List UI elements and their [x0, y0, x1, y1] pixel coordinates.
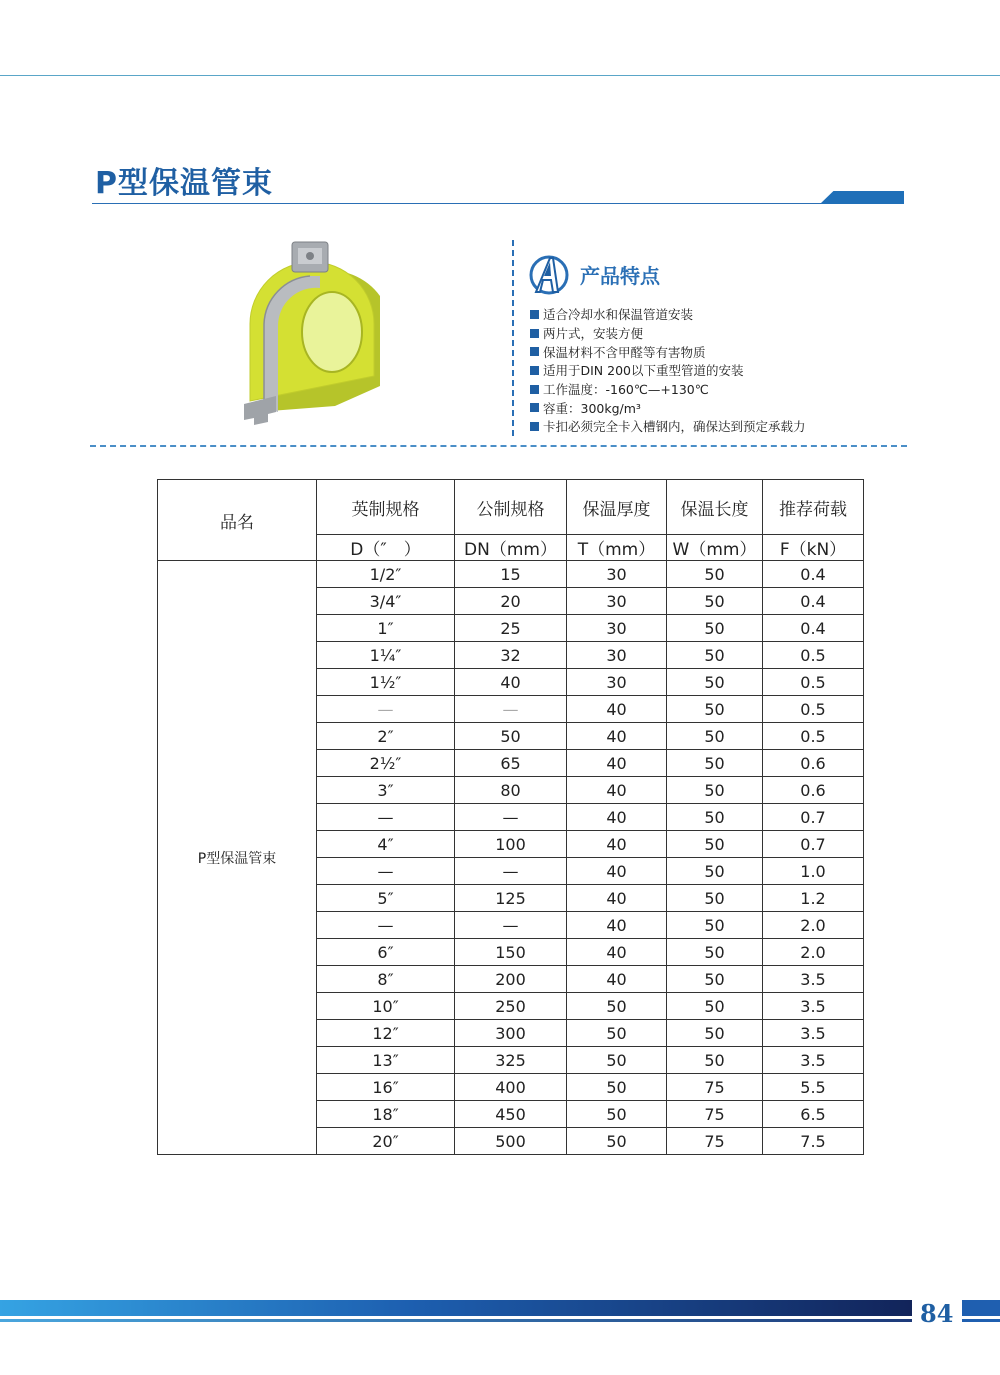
table-row — [158, 561, 864, 588]
cell-t: 40 — [567, 750, 667, 777]
cell-dn: 65 — [455, 750, 567, 777]
cell-w: 50 — [667, 939, 763, 966]
cell-w: 50 — [667, 615, 763, 642]
cell-w: 75 — [667, 1074, 763, 1101]
cell-d: 1¼″ — [317, 642, 455, 669]
cell-f: 0.5 — [763, 642, 864, 669]
spec-table-body — [158, 561, 864, 1155]
cell-dn: 325 — [455, 1047, 567, 1074]
cell-d: 1″ — [317, 615, 455, 642]
cell-d: 12″ — [317, 1020, 455, 1047]
cell-d: — — [317, 696, 455, 723]
unit-d: D（″ ） — [317, 535, 455, 561]
cell-w: 50 — [667, 858, 763, 885]
cell-f: 1.0 — [763, 858, 864, 885]
cell-t: 30 — [567, 669, 667, 696]
cell-dn: 300 — [455, 1020, 567, 1047]
cell-w: 50 — [667, 912, 763, 939]
cell-w: 50 — [667, 588, 763, 615]
cell-t: 40 — [567, 912, 667, 939]
cell-f: 5.5 — [763, 1074, 864, 1101]
product-name-cell: P型保温管束 — [158, 561, 317, 1155]
cell-t: 40 — [567, 804, 667, 831]
cell-d: 16″ — [317, 1074, 455, 1101]
cell-t: 40 — [567, 858, 667, 885]
cell-f: 0.5 — [763, 696, 864, 723]
cell-dn: 450 — [455, 1101, 567, 1128]
feature-item: 适用于DIN 200以下重型管道的安装 — [530, 361, 806, 380]
unit-t: T（mm） — [567, 535, 667, 561]
cell-t: 50 — [567, 1074, 667, 1101]
footer-bar-end-thin — [962, 1319, 1000, 1322]
feature-item: 适合冷却水和保温管道安装 — [530, 305, 806, 324]
top-rule — [0, 75, 1000, 76]
cell-w: 50 — [667, 966, 763, 993]
cell-d: — — [317, 912, 455, 939]
cell-d: 10″ — [317, 993, 455, 1020]
cell-dn: 500 — [455, 1128, 567, 1155]
cell-d: 5″ — [317, 885, 455, 912]
cell-dn: 250 — [455, 993, 567, 1020]
footer-bar-end — [962, 1300, 1000, 1316]
cell-d: 2″ — [317, 723, 455, 750]
feature-list — [530, 305, 806, 436]
cell-w: 50 — [667, 993, 763, 1020]
cell-dn: 50 — [455, 723, 567, 750]
cell-f: 0.4 — [763, 615, 864, 642]
unit-f: F（kN） — [763, 535, 864, 561]
cell-dn: — — [455, 804, 567, 831]
feature-item: 卡扣必须完全卡入槽钢内，确保达到预定承载力 — [530, 417, 806, 436]
cell-t: 30 — [567, 642, 667, 669]
feature-item: 容重：300kg/m³ — [530, 398, 806, 417]
cell-d: 4″ — [317, 831, 455, 858]
cell-f: 3.5 — [763, 993, 864, 1020]
cell-t: 30 — [567, 615, 667, 642]
cell-t: 50 — [567, 1020, 667, 1047]
features-title: 产品特点 — [580, 264, 660, 288]
unit-dn: DN（mm） — [455, 535, 567, 561]
cell-f: 1.2 — [763, 885, 864, 912]
cell-w: 50 — [667, 723, 763, 750]
header-metric: 公制规格 — [455, 480, 567, 535]
cell-d: 13″ — [317, 1047, 455, 1074]
features-divider — [512, 240, 514, 436]
title-accent-tab — [820, 191, 904, 204]
cell-t: 40 — [567, 885, 667, 912]
header-imperial: 英制规格 — [317, 480, 455, 535]
cell-w: 50 — [667, 885, 763, 912]
cell-w: 50 — [667, 750, 763, 777]
cell-dn: 40 — [455, 669, 567, 696]
cell-t: 40 — [567, 939, 667, 966]
cell-dn: — — [455, 912, 567, 939]
cell-dn: — — [455, 858, 567, 885]
cell-d: 8″ — [317, 966, 455, 993]
cell-f: 3.5 — [763, 966, 864, 993]
cell-w: 50 — [667, 1020, 763, 1047]
cell-dn: 32 — [455, 642, 567, 669]
header-load: 推荐荷载 — [763, 480, 864, 535]
cell-dn: 400 — [455, 1074, 567, 1101]
cell-t: 40 — [567, 831, 667, 858]
cell-dn: 100 — [455, 831, 567, 858]
cell-w: 50 — [667, 642, 763, 669]
cell-t: 50 — [567, 1047, 667, 1074]
logo-a-icon — [528, 254, 570, 296]
cell-dn: 125 — [455, 885, 567, 912]
cell-dn: 80 — [455, 777, 567, 804]
cell-t: 40 — [567, 966, 667, 993]
cell-f: 3.5 — [763, 1020, 864, 1047]
cell-dn: 25 — [455, 615, 567, 642]
cell-t: 30 — [567, 588, 667, 615]
cell-f: 6.5 — [763, 1101, 864, 1128]
cell-dn: 15 — [455, 561, 567, 588]
cell-w: 50 — [667, 696, 763, 723]
cell-w: 50 — [667, 804, 763, 831]
spec-table — [157, 479, 864, 1155]
cell-w: 50 — [667, 1047, 763, 1074]
cell-t: 50 — [567, 993, 667, 1020]
cell-w: 50 — [667, 669, 763, 696]
cell-f: 3.5 — [763, 1047, 864, 1074]
feature-item: 保温材料不含甲醛等有害物质 — [530, 342, 806, 361]
feature-item: 工作温度：-160℃—+130℃ — [530, 380, 806, 399]
cell-d: 1/2″ — [317, 561, 455, 588]
footer-bar-thin — [0, 1319, 912, 1322]
cell-t: 40 — [567, 777, 667, 804]
header-name: 品名 — [158, 480, 317, 561]
cell-t: 40 — [567, 696, 667, 723]
cell-f: 0.4 — [763, 588, 864, 615]
cell-w: 75 — [667, 1128, 763, 1155]
title-underline — [92, 203, 904, 204]
cell-d: 2½″ — [317, 750, 455, 777]
cell-f: 0.7 — [763, 804, 864, 831]
cell-d: 18″ — [317, 1101, 455, 1128]
cell-d: 3/4″ — [317, 588, 455, 615]
cell-f: 0.4 — [763, 561, 864, 588]
cell-dn: 150 — [455, 939, 567, 966]
cell-f: 0.7 — [763, 831, 864, 858]
cell-f: 2.0 — [763, 912, 864, 939]
cell-d: 20″ — [317, 1128, 455, 1155]
cell-t: 50 — [567, 1128, 667, 1155]
cell-dn: 20 — [455, 588, 567, 615]
cell-w: 75 — [667, 1101, 763, 1128]
cell-w: 50 — [667, 777, 763, 804]
pipe-clamp-illustration-icon — [240, 236, 400, 426]
unit-w: W（mm） — [667, 535, 763, 561]
cell-f: 0.6 — [763, 750, 864, 777]
cell-d: 1½″ — [317, 669, 455, 696]
cell-f: 0.6 — [763, 777, 864, 804]
page-title: P型保温管束 — [95, 166, 273, 201]
page-number: 84 — [920, 1299, 954, 1328]
cell-f: 0.5 — [763, 723, 864, 750]
cell-dn: 200 — [455, 966, 567, 993]
cell-f: 2.0 — [763, 939, 864, 966]
cell-w: 50 — [667, 831, 763, 858]
cell-d: — — [317, 804, 455, 831]
cell-t: 50 — [567, 1101, 667, 1128]
cell-t: 30 — [567, 561, 667, 588]
section-divider — [90, 445, 907, 447]
cell-f: 0.5 — [763, 669, 864, 696]
cell-dn: — — [455, 696, 567, 723]
cell-f: 7.5 — [763, 1128, 864, 1155]
cell-d: 3″ — [317, 777, 455, 804]
cell-d: 6″ — [317, 939, 455, 966]
cell-d: — — [317, 858, 455, 885]
cell-w: 50 — [667, 561, 763, 588]
header-length: 保温长度 — [667, 480, 763, 535]
cell-t: 40 — [567, 723, 667, 750]
feature-item: 两片式，安装方便 — [530, 324, 806, 343]
footer-bar — [0, 1300, 912, 1316]
header-thickness: 保温厚度 — [567, 480, 667, 535]
